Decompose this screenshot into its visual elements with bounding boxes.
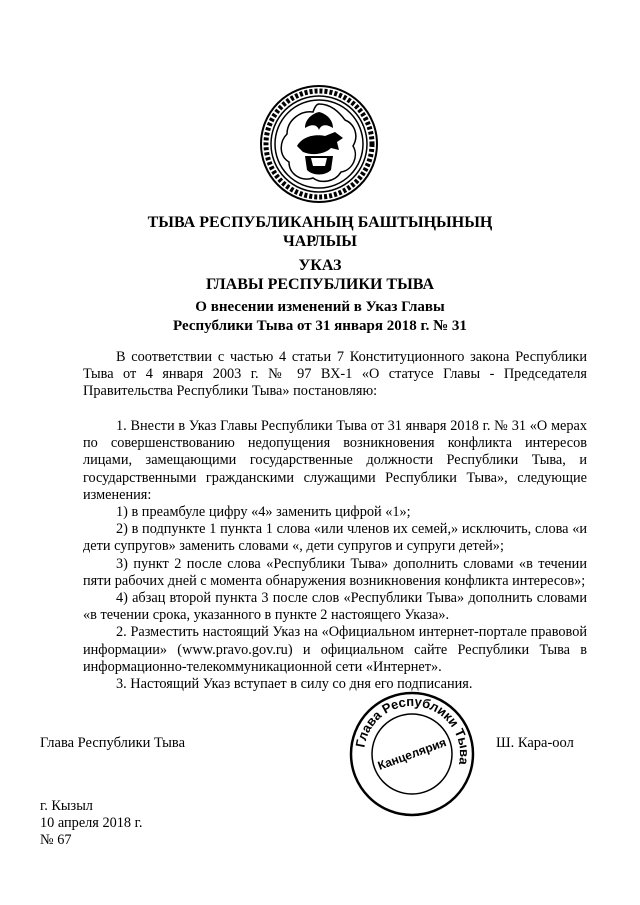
header-title-russian (0, 256, 640, 294)
decree-subject (0, 298, 640, 336)
decree-footer (40, 798, 142, 849)
item-1-sub-2: 2) в подпункте 1 пункта 1 слова «или членов их семей,» исключить, слова «и дети супругов» заменить словами «, дети супругов и супруги детей»; (83, 521, 587, 555)
footer-city: г. Кызыл (40, 798, 93, 814)
stamp-center-text: Канцелярия (375, 735, 449, 773)
item-1: 1. Внести в Указ Главы Республики Тыва от 31 января 2018 г. № 31 «О мерах по совершенствованию недопущения возникновения конфликта интересов лицами, замещающими государственные должности Республики Тыва, и государственными гражданскими служащими Республики Тыва», следующие изменения: (83, 418, 587, 503)
header-line-4: ГЛАВЫ РЕСПУБЛИКИ ТЫВА (205, 276, 434, 293)
decree-items (83, 418, 587, 693)
preamble (83, 349, 587, 401)
footer-number: № 67 (40, 832, 72, 848)
item-1-sub-1: 1) в преамбуле цифру «4» заменить цифрой «1»; (116, 504, 411, 521)
header-title-tuvan (0, 213, 640, 251)
subject-line-1: О внесении изменений в Указ Главы (195, 299, 445, 315)
item-1-sub-4: 4) абзац второй пункта 3 после слов «Республики Тыва» дополнить словами «в течении срока, указанного в пункте 2 настоящего Указа». (83, 590, 587, 624)
item-3: 3. Настоящий Указ вступает в силу со дня его подписания. (116, 676, 473, 693)
item-2: 2. Разместить настоящий Указ на «Официальном интернет-портале правовой информации» (www.pravo.gov.ru) и официальном сайте Республики Тыва в информационно-телекоммуникационной сети «Интернет». (83, 624, 587, 675)
stamp-ring-text: Глава Республики Тыва (352, 693, 473, 766)
footer-date: 10 апреля 2018 г. (40, 815, 143, 831)
header-line-3: УКАЗ (298, 257, 342, 274)
signature-position: Глава Республики Тыва (40, 735, 186, 751)
signature-name: Ш. Кара-оол (496, 735, 574, 751)
chancellery-stamp (348, 690, 476, 818)
preamble-text: В соответствии с частью 4 статьи 7 Конституционного закона Республики Тыва от 4 января 2003 г. № 97 ВХ-1 «О статусе Главы - Председателя Правительства Республики Тыва» постановляю: (83, 349, 587, 400)
header-line-1: ТЫВА РЕСПУБЛИКАНЫҢ БАШТЫҢЫНЫҢ (147, 214, 493, 231)
emblem-of-tuva (259, 84, 379, 204)
subject-line-2: Республики Тыва от 31 января 2018 г. № 31 (173, 318, 467, 334)
header-line-2: ЧАРЛЫЫ (282, 233, 357, 250)
item-1-sub-3: 3) пункт 2 после слова «Республики Тыва» дополнить словами «в течении пяти рабочих дней с момента обнаружения возникновения конфликта интересов»; (83, 555, 587, 589)
